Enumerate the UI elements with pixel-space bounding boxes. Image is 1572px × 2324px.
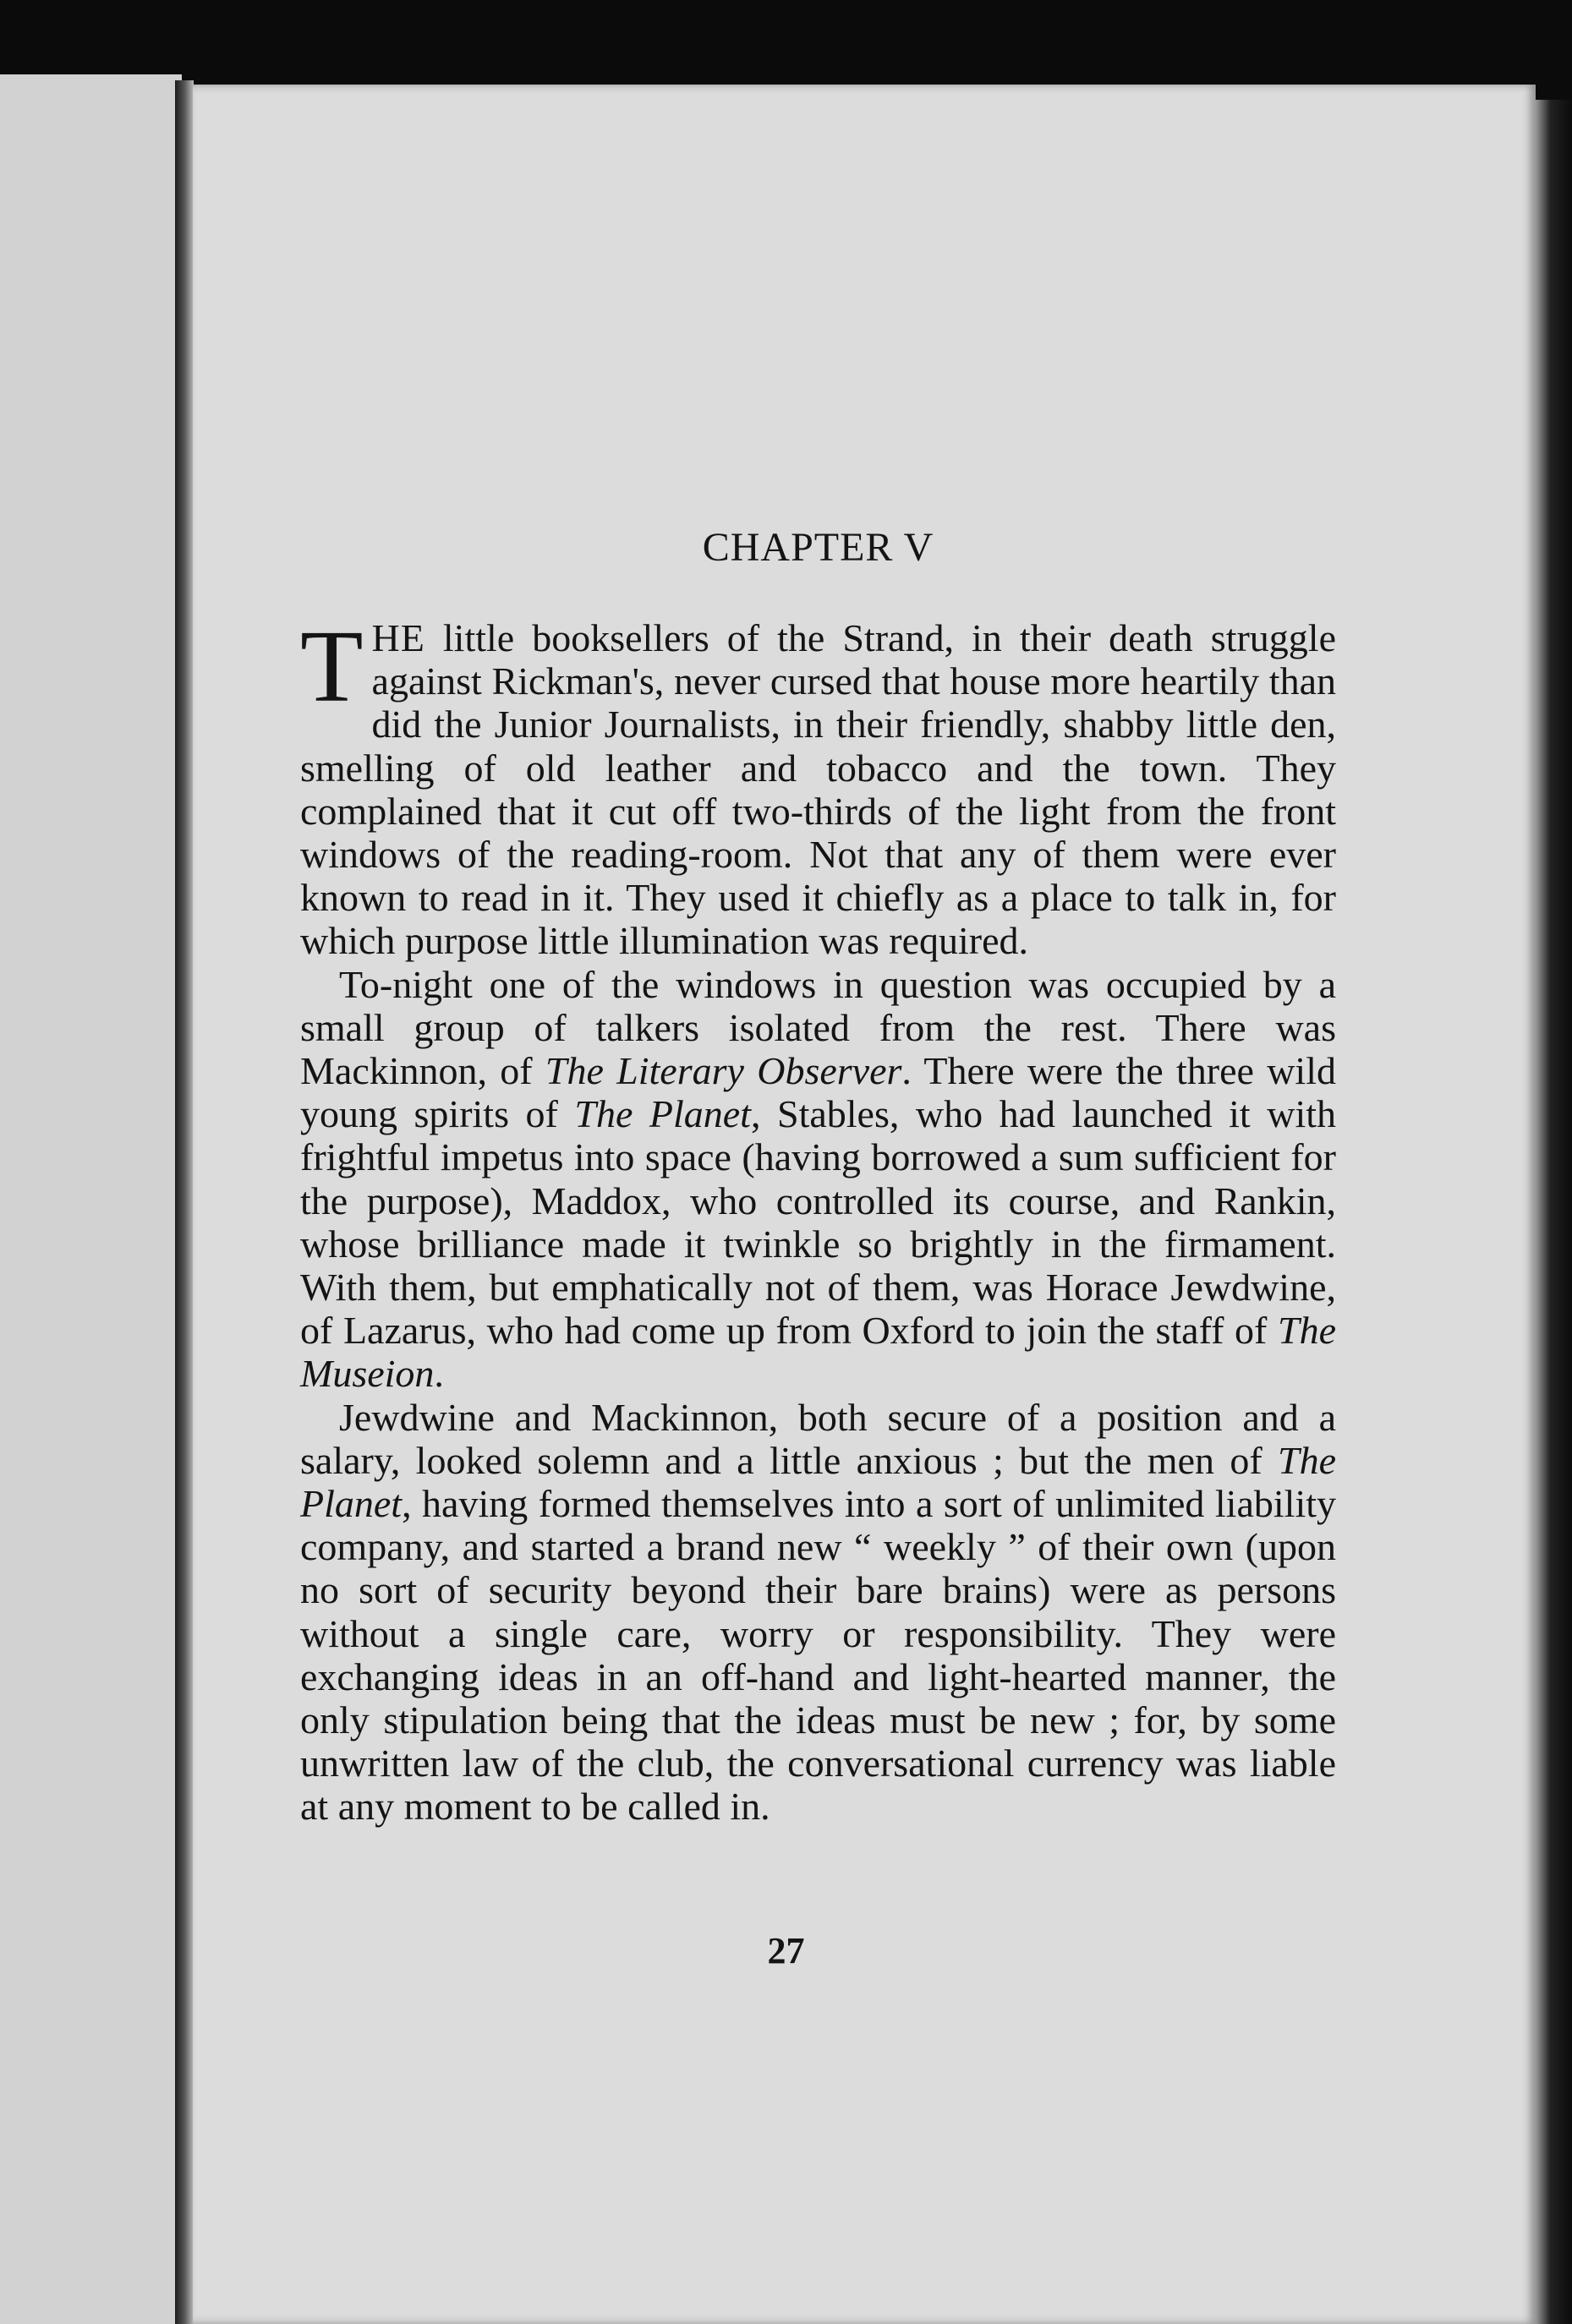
paragraph-3-text-2: , having formed themselves into a sort of unlimited liability company, and started a brand new “ weekly ” of their own (upon no sort of security beyond their bare brains) were as persons without a single care, worry or responsibility. They were exchanging ideas in an off-hand and light-hearted manner, the only stipulation being that the ideas must be new ; for, by some unwritten law of the club, the conversational currency was liable at any moment to be called in. xyxy=(300,1482,1336,1829)
facing-page-edge xyxy=(0,74,182,2324)
periodical-title: The Literary Observer xyxy=(545,1049,902,1093)
book-gutter xyxy=(175,80,194,2324)
paragraph-2-text-4: . xyxy=(434,1352,444,1396)
periodical-title: The Planet xyxy=(300,1438,1336,1526)
page-number: 27 xyxy=(767,1930,805,1971)
page-edge-shadow xyxy=(1536,100,1572,2324)
paragraph-2 xyxy=(300,963,1336,1396)
page-text xyxy=(300,524,1336,1829)
drop-cap: T xyxy=(300,610,364,724)
paragraph-1 xyxy=(300,610,1336,963)
periodical-title: The Museion xyxy=(300,1309,1336,1396)
paragraph-3-text-1: Jewdwine and Mackinnon, both secure of a position and a salary, looked solemn and a little anxious ; but the men of xyxy=(300,1395,1336,1482)
periodical-title: The Planet xyxy=(574,1092,751,1136)
paragraph-2-text-1: To-night one of the windows in question was occupied by a small group of talkers isolated from the rest. There was Mackinnon, of xyxy=(300,962,1336,1093)
paragraph-3 xyxy=(300,1396,1336,1829)
paragraph-2-text-3: , Stables, who had launched it with frightful impetus into space (having borrowed a sum sufficient for the purpose), Maddox, who controlled its course, and Rankin, whose brilliance made it twinkle so brightly in the firmament. With them, but emphatically not of them, was Horace Jewdwine, of Lazarus, who had come up from Oxford to join the staff of xyxy=(300,1092,1337,1353)
paragraph-1-text: little booksellers of the Strand, in their death struggle against Rickman's, never cursed that house more heartily than did the Junior Journalists, in their friendly, shabby little den, smelling of old leather and tobacco and the town. They complained that it cut off two-thirds of the light from the front windows of the reading-room. Not that any of them were ever known to read in it. They used it chiefly as a place to talk in, for which purpose little illumination was required. xyxy=(300,616,1336,963)
paragraph-2-text-2: . There were the three wild young spirits of xyxy=(300,1049,1336,1136)
lead-caps: HE xyxy=(371,616,425,659)
chapter-heading: CHAPTER V xyxy=(702,525,934,570)
